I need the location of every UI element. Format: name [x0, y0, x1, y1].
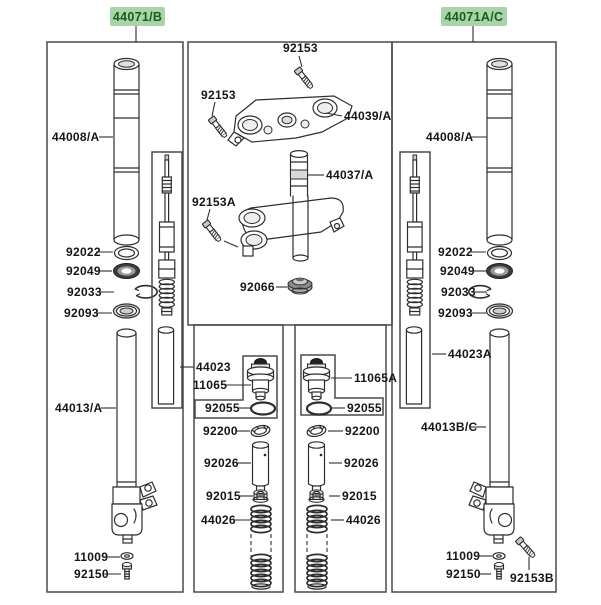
upper-clamp-bolt-icon	[294, 67, 314, 90]
label-bolt-lower: 92153A	[192, 195, 236, 209]
lower-clamp-bolt-icon	[202, 220, 222, 243]
label-left-ring: 92022	[66, 245, 101, 259]
label-left-dust-seal: 92093	[64, 306, 99, 320]
label-right-pinch-bolt: 92153B	[510, 571, 554, 585]
label-right-ring: 92022	[438, 245, 473, 259]
label-left-oring: 92055	[205, 401, 240, 415]
label-left-guide: 92026	[204, 456, 239, 470]
label-left-spacer: 92200	[203, 424, 238, 438]
label-left-spring: 44026	[201, 513, 236, 527]
label-right-washer: 11009	[446, 549, 481, 563]
label-right-nut: 92015	[342, 489, 377, 503]
left-cap-column-drawing	[248, 359, 276, 590]
label-upper-clamp: 44039/A	[344, 109, 392, 123]
label-left-oil-seal: 92049	[66, 264, 101, 278]
label-right-oring: 92055	[347, 401, 382, 415]
label-right-clip: 92033	[441, 285, 476, 299]
label-right-drain-bolt: 92150	[446, 567, 481, 581]
label-right-fork-tube: 44008/A	[426, 130, 474, 144]
axle-pinch-bolt-icon	[515, 537, 536, 559]
left-column-labels	[180, 360, 253, 527]
label-right-cap: 11065A	[354, 371, 398, 385]
part-link-44071b[interactable]	[110, 7, 165, 26]
label-left-fork-tube: 44008/A	[52, 130, 100, 144]
side-clamp-bolt-icon	[208, 116, 228, 139]
label-left-cap: 11065	[193, 378, 228, 392]
label-bolt-upper: 92153	[283, 41, 318, 55]
right-fork-outline-box	[392, 42, 556, 592]
left-fork-leg-drawing	[112, 59, 182, 580]
label-right-oil-seal: 92049	[440, 264, 475, 278]
left-fork-labels	[52, 130, 121, 581]
label-right-spacer: 92200	[345, 424, 380, 438]
label-left-inner-pipe: 44023	[196, 360, 231, 374]
label-right-guide: 92026	[344, 456, 379, 470]
label-stem-head: 44037/A	[326, 168, 374, 182]
right-column-labels	[328, 371, 397, 527]
part-link-44071ac[interactable]	[441, 7, 507, 26]
right-cap-column-drawing	[304, 359, 332, 590]
label-left-nut: 92015	[206, 489, 241, 503]
label-left-clip: 92033	[67, 285, 102, 299]
label-right-inner-pipe: 44023A	[448, 347, 492, 361]
label-stem-cap: 92066	[240, 280, 275, 294]
steering-stem-labels	[192, 41, 392, 294]
part-link-44071b-label: 44071/B	[112, 10, 163, 24]
part-link-44071ac-label: 44071A/C	[444, 10, 504, 24]
label-left-drain-bolt: 92150	[74, 567, 109, 581]
label-left-washer: 11009	[74, 550, 109, 564]
label-bolt-side: 92153	[201, 88, 236, 102]
label-right-outer-tube: 44013B/C	[421, 420, 478, 434]
label-right-dust-seal: 92093	[438, 306, 473, 320]
label-left-outer-tube: 44013/A	[55, 401, 103, 415]
label-right-spring: 44026	[346, 513, 381, 527]
